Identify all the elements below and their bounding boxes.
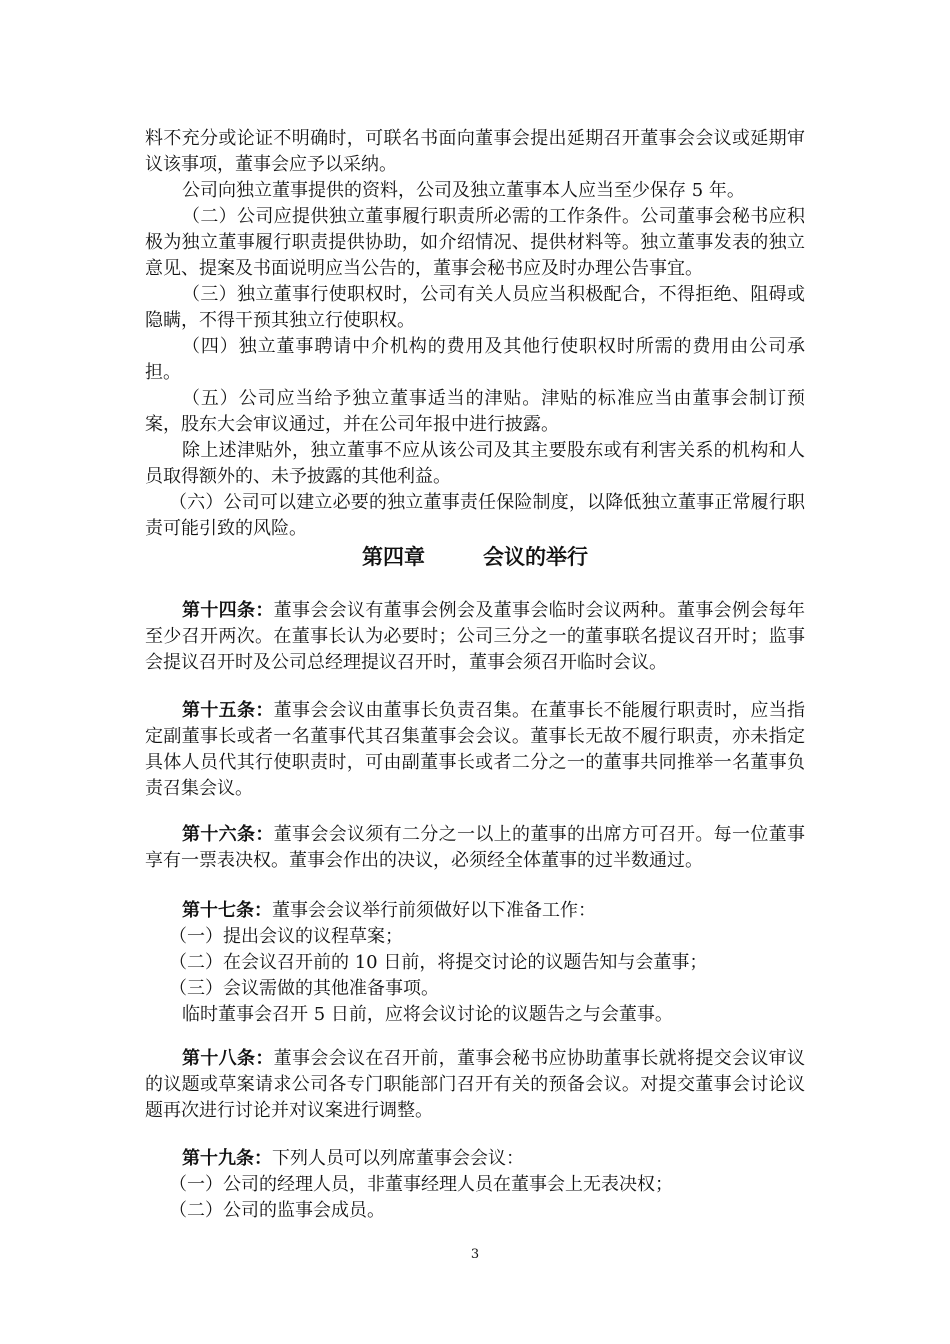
article-17-item: （二）在会议召开前的 10 日前，将提交讨论的议题告知与会董事；: [169, 952, 708, 973]
article-19: [145, 1146, 805, 1224]
article-17-heading: 第十七条：: [182, 900, 272, 921]
article-14-heading: 第十四条：: [182, 600, 274, 621]
section-independent-directors: [145, 126, 805, 542]
article-19-item: （一）公司的经理人员，非董事经理人员在董事会上无表决权；: [169, 1174, 673, 1195]
paragraph-item-6: （六）公司可以建立必要的独立董事责任保险制度，以降低独立董事正常履行职责可能引致的风险。: [145, 492, 805, 539]
paragraph-allowance-limit: 除上述津贴外，独立董事不应从该公司及其主要股东或有利害关系的机构和人员取得额外的、未予披露的其他利益。: [145, 440, 805, 487]
article-14: [145, 598, 805, 676]
page-number: 3: [470, 1247, 480, 1262]
chapter-number: 第四章: [362, 545, 425, 569]
article-17: [145, 898, 805, 1028]
article-17-tail: 临时董事会召开 5 日前，应将会议讨论的议题告之与会董事。: [182, 1004, 673, 1025]
paragraph-item-5: （五）公司应当给予独立董事适当的津贴。津贴的标准应当由董事会制订预案，股东大会审议通过，并在公司年报中进行披露。: [145, 388, 805, 435]
article-18: [145, 1046, 805, 1124]
article-16-body: 董事会会议须有二分之一以上的董事的出席方可召开。每一位董事享有一票表决权。董事会作出的决议，必须经全体董事的过半数通过。: [145, 824, 806, 871]
article-15: [145, 698, 805, 802]
article-15-body: 董事会会议由董事长负责召集。在董事长不能履行职责时，应当指定副董事长或者一名董事代其召集董事会会议。董事长无故不履行职责，亦未指定具体人员代其行使职责时，可由副董事长或者二分之一的董事共同推举一名董事负责召集会议。: [145, 700, 806, 799]
paragraph-records-retention: 公司向独立董事提供的资料，公司及独立董事本人应当至少保存 5 年。: [182, 180, 745, 201]
paragraph-item-2: （二）公司应提供独立董事履行职责所必需的工作条件。公司董事会秘书应积极为独立董事履行职责提供协助，如介绍情况、提供材料等。独立董事发表的独立意见、提案及书面说明应当公告的，董事会秘书应及时办理公告事宜。: [145, 206, 805, 279]
article-15-heading: 第十五条：: [182, 700, 274, 721]
article-16: [145, 822, 805, 874]
chapter-heading: [145, 542, 805, 572]
article-14-body: 董事会会议有董事会例会及董事会临时会议两种。董事会例会每年至少召开两次。在董事长认为必要时；公司三分之一的董事联名提议召开时；监事会提议召开时及公司总经理提议召开时，董事会须召开临时会议。: [145, 600, 806, 673]
paragraph-item-4: （四）独立董事聘请中介机构的费用及其他行使职权时所需的费用由公司承担。: [145, 336, 805, 383]
article-18-heading: 第十八条：: [182, 1048, 274, 1069]
article-17-body: 董事会会议举行前须做好以下准备工作：: [272, 900, 596, 921]
article-16-heading: 第十六条：: [182, 824, 274, 845]
article-19-heading: 第十九条：: [182, 1148, 272, 1169]
article-17-item: （一）提出会议的议程草案；: [169, 926, 403, 947]
chapter-title: 会议的举行: [483, 545, 588, 569]
article-19-body: 下列人员可以列席董事会会议：: [272, 1148, 524, 1169]
article-17-item: （三）会议需做的其他准备事项。: [169, 978, 439, 999]
article-18-body: 董事会会议在召开前，董事会秘书应协助董事长就将提交会议审议的议题或草案请求公司各专门职能部门召开有关的预备会议。对提交董事会讨论议题再次进行讨论并对议案进行调整。: [145, 1048, 806, 1121]
paragraph-item-3: （三）独立董事行使职权时，公司有关人员应当积极配合，不得拒绝、阻碍或隐瞒，不得干预其独立行使职权。: [145, 284, 805, 331]
paragraph-continuation: 料不充分或论证不明确时，可联名书面向董事会提出延期召开董事会会议或延期审议该事项，董事会应予以采纳。: [145, 128, 805, 175]
article-19-item: （二）公司的监事会成员。: [169, 1200, 385, 1221]
